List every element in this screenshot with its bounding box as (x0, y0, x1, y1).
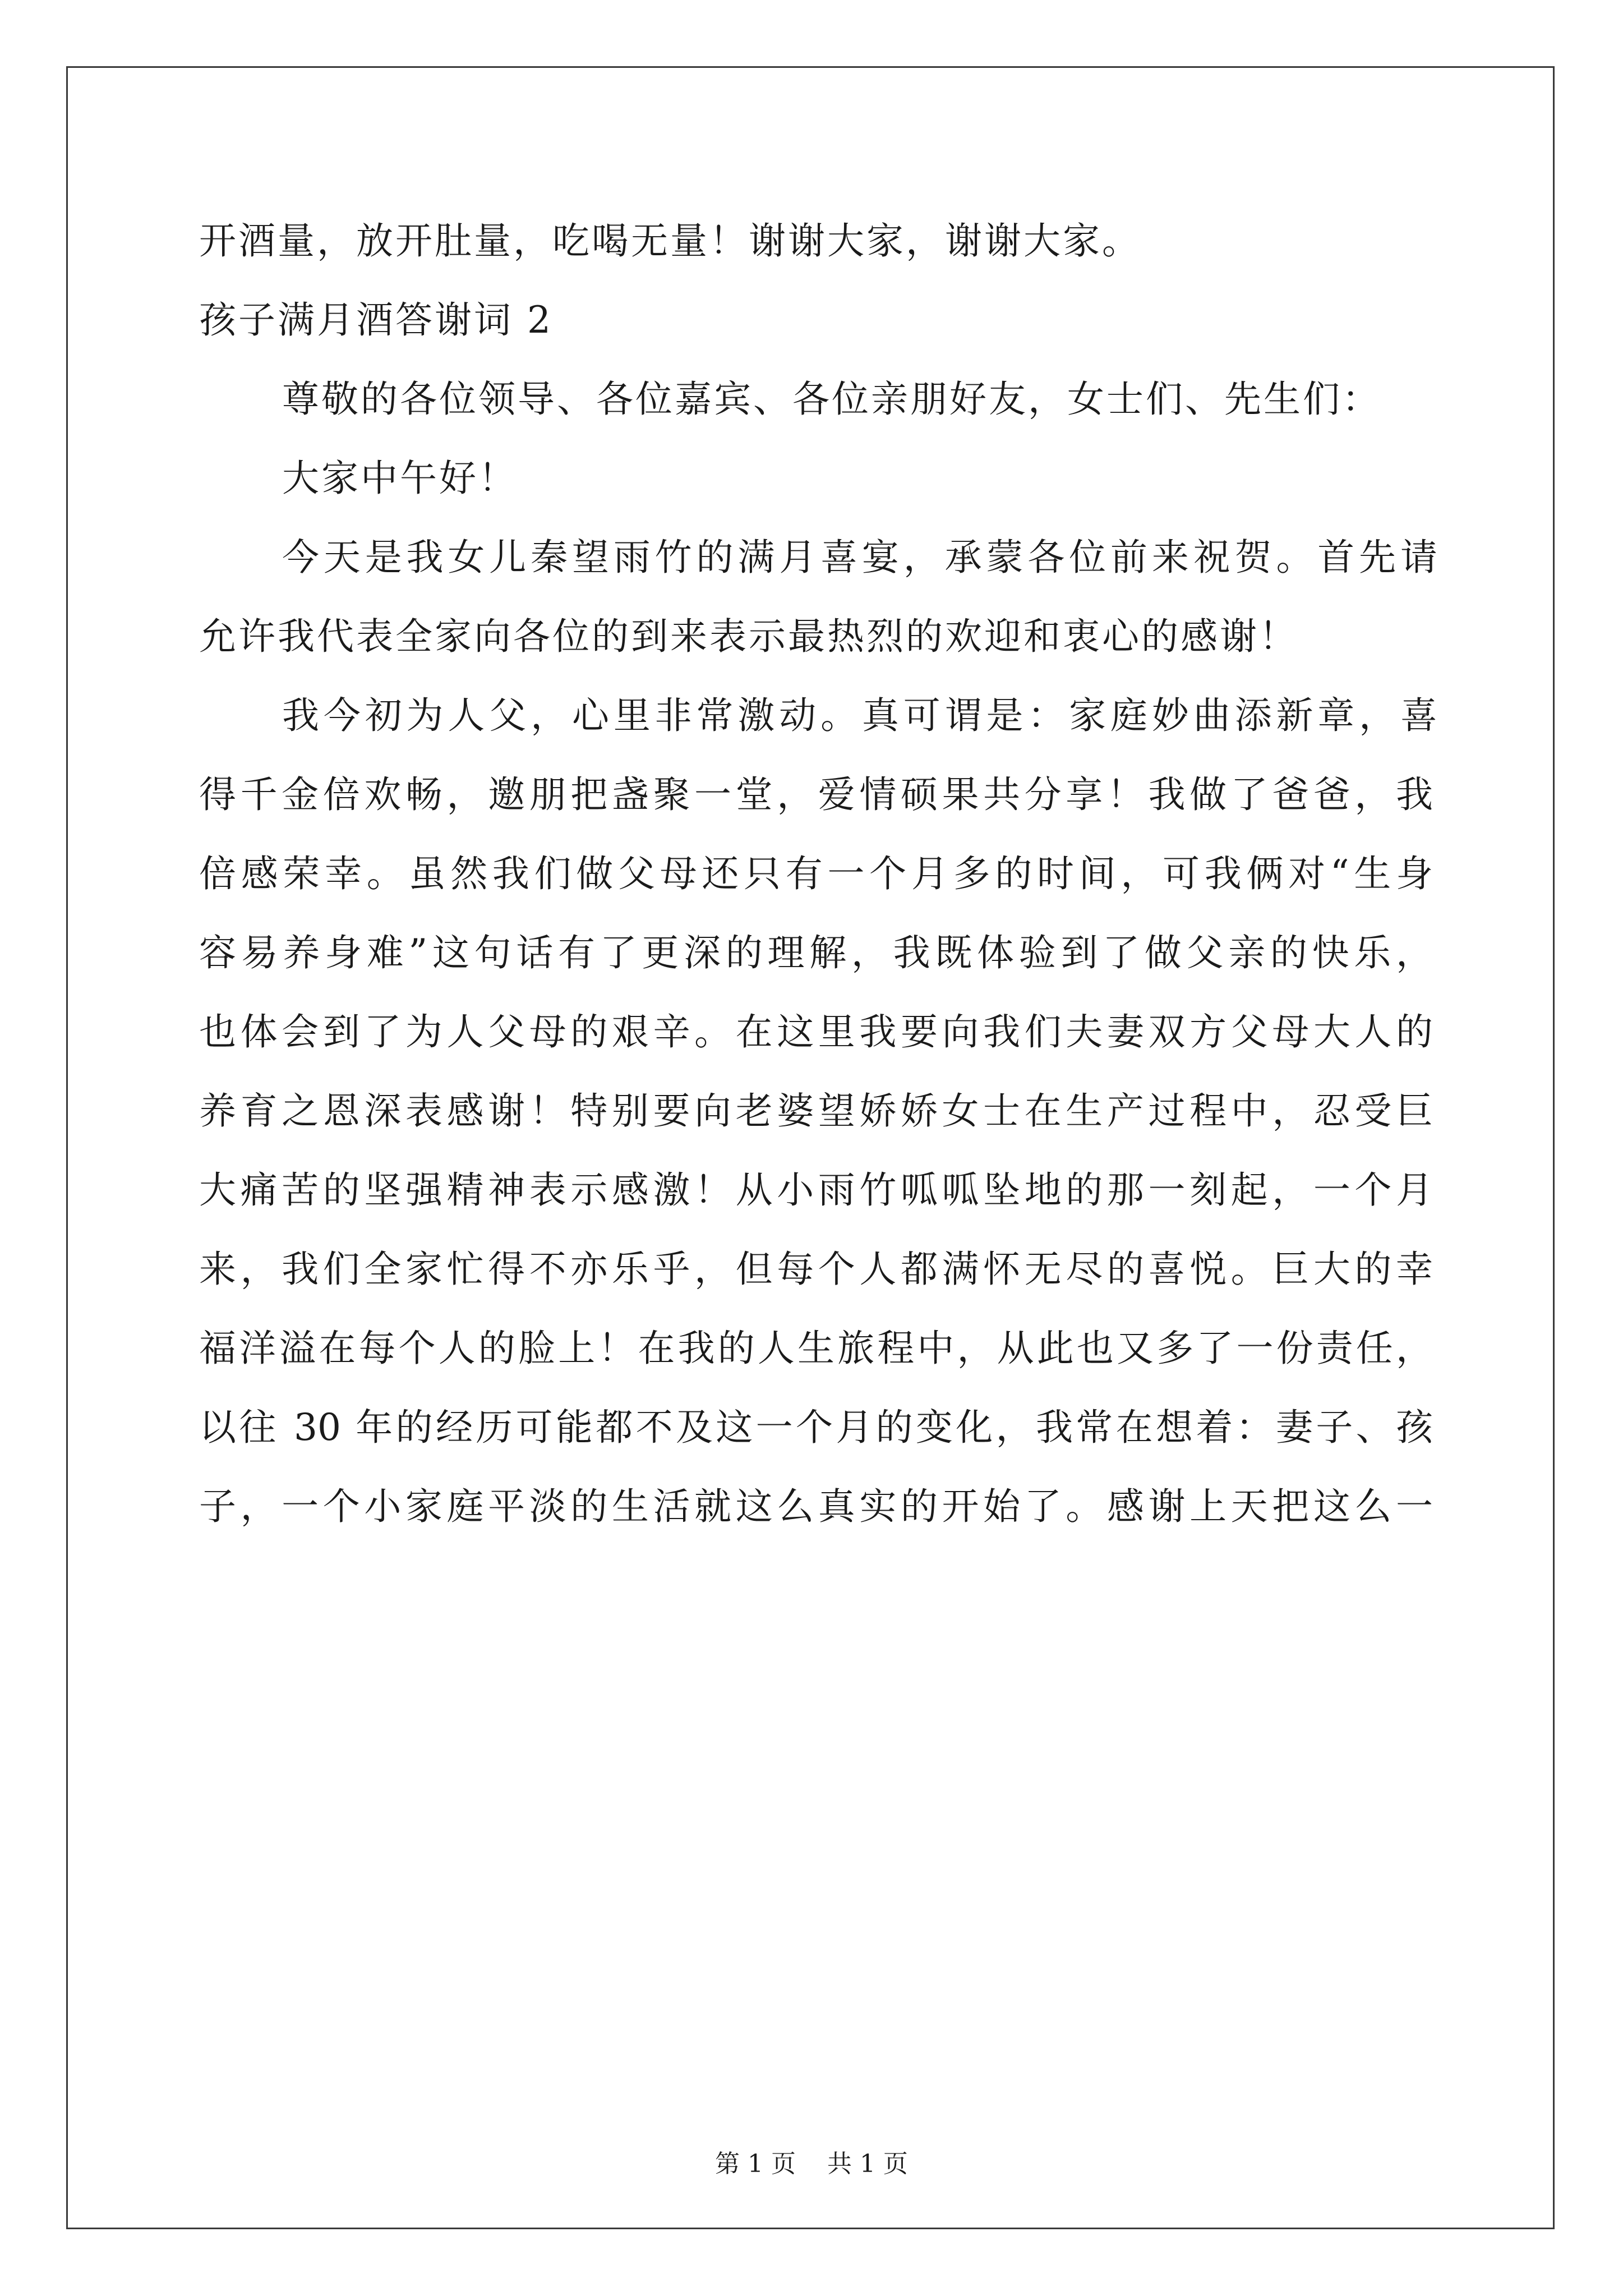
text-line: 以往 30 年的经历可能都不及这一个月的变化，我常在想着：妻子、孩 (199, 1406, 1433, 1449)
text-line: 来，我们全家忙得不亦乐乎，但每个人都满怀无尽的喜悦。巨大的幸 (199, 1248, 1433, 1291)
text-line: 福洋溢在每个人的脸上！在我的人生旅程中，从此也又多了一份责任， (199, 1327, 1433, 1370)
text-line: 我今初为人父，心里非常激动。真可谓是：家庭妙曲添新章，喜 (282, 694, 1437, 737)
text-line: 容易养身难”这句话有了更深的理解，我既体验到了做父亲的快乐， (199, 931, 1433, 974)
section-heading: 孩子满月酒答谢词 2 (199, 298, 553, 342)
text-line: 大痛苦的坚强精神表示感激！从小雨竹呱呱坠地的那一刻起，一个月 (199, 1168, 1433, 1212)
salutation: 尊敬的各位领导、各位嘉宾、各位亲朋好友，女士们、先生们： (282, 378, 1381, 421)
text-line: 允许我代表全家向各位的到来表示最热烈的欢迎和衷心的感谢！ (199, 615, 1298, 658)
text-line: 也体会到了为人父母的艰辛。在这里我要向我们夫妻双方父母大人的 (199, 1010, 1433, 1053)
text-line: 倍感荣幸。虽然我们做父母还只有一个月多的时间，可我俩对“生身 (199, 852, 1433, 895)
text-line: 今天是我女儿秦望雨竹的满月喜宴，承蒙各位前来祝贺。首先请 (282, 536, 1437, 579)
text-line: 得千金倍欢畅，邀朋把盏聚一堂，爱情硕果共分享！我做了爸爸，我 (199, 773, 1433, 816)
text-line: 子，一个小家庭平淡的生活就这么真实的开始了。感谢上天把这么一 (199, 1485, 1433, 1528)
greeting: 大家中午好！ (282, 457, 518, 500)
page-number-footer: 第 1 页 共 1 页 (715, 2150, 908, 2178)
text-line: 开酒量，放开肚量，吃喝无量！谢谢大家，谢谢大家。 (199, 219, 1141, 263)
text-line: 养育之恩深表感谢！特别要向老婆望娇娇女士在生产过程中，忍受巨 (199, 1089, 1433, 1133)
